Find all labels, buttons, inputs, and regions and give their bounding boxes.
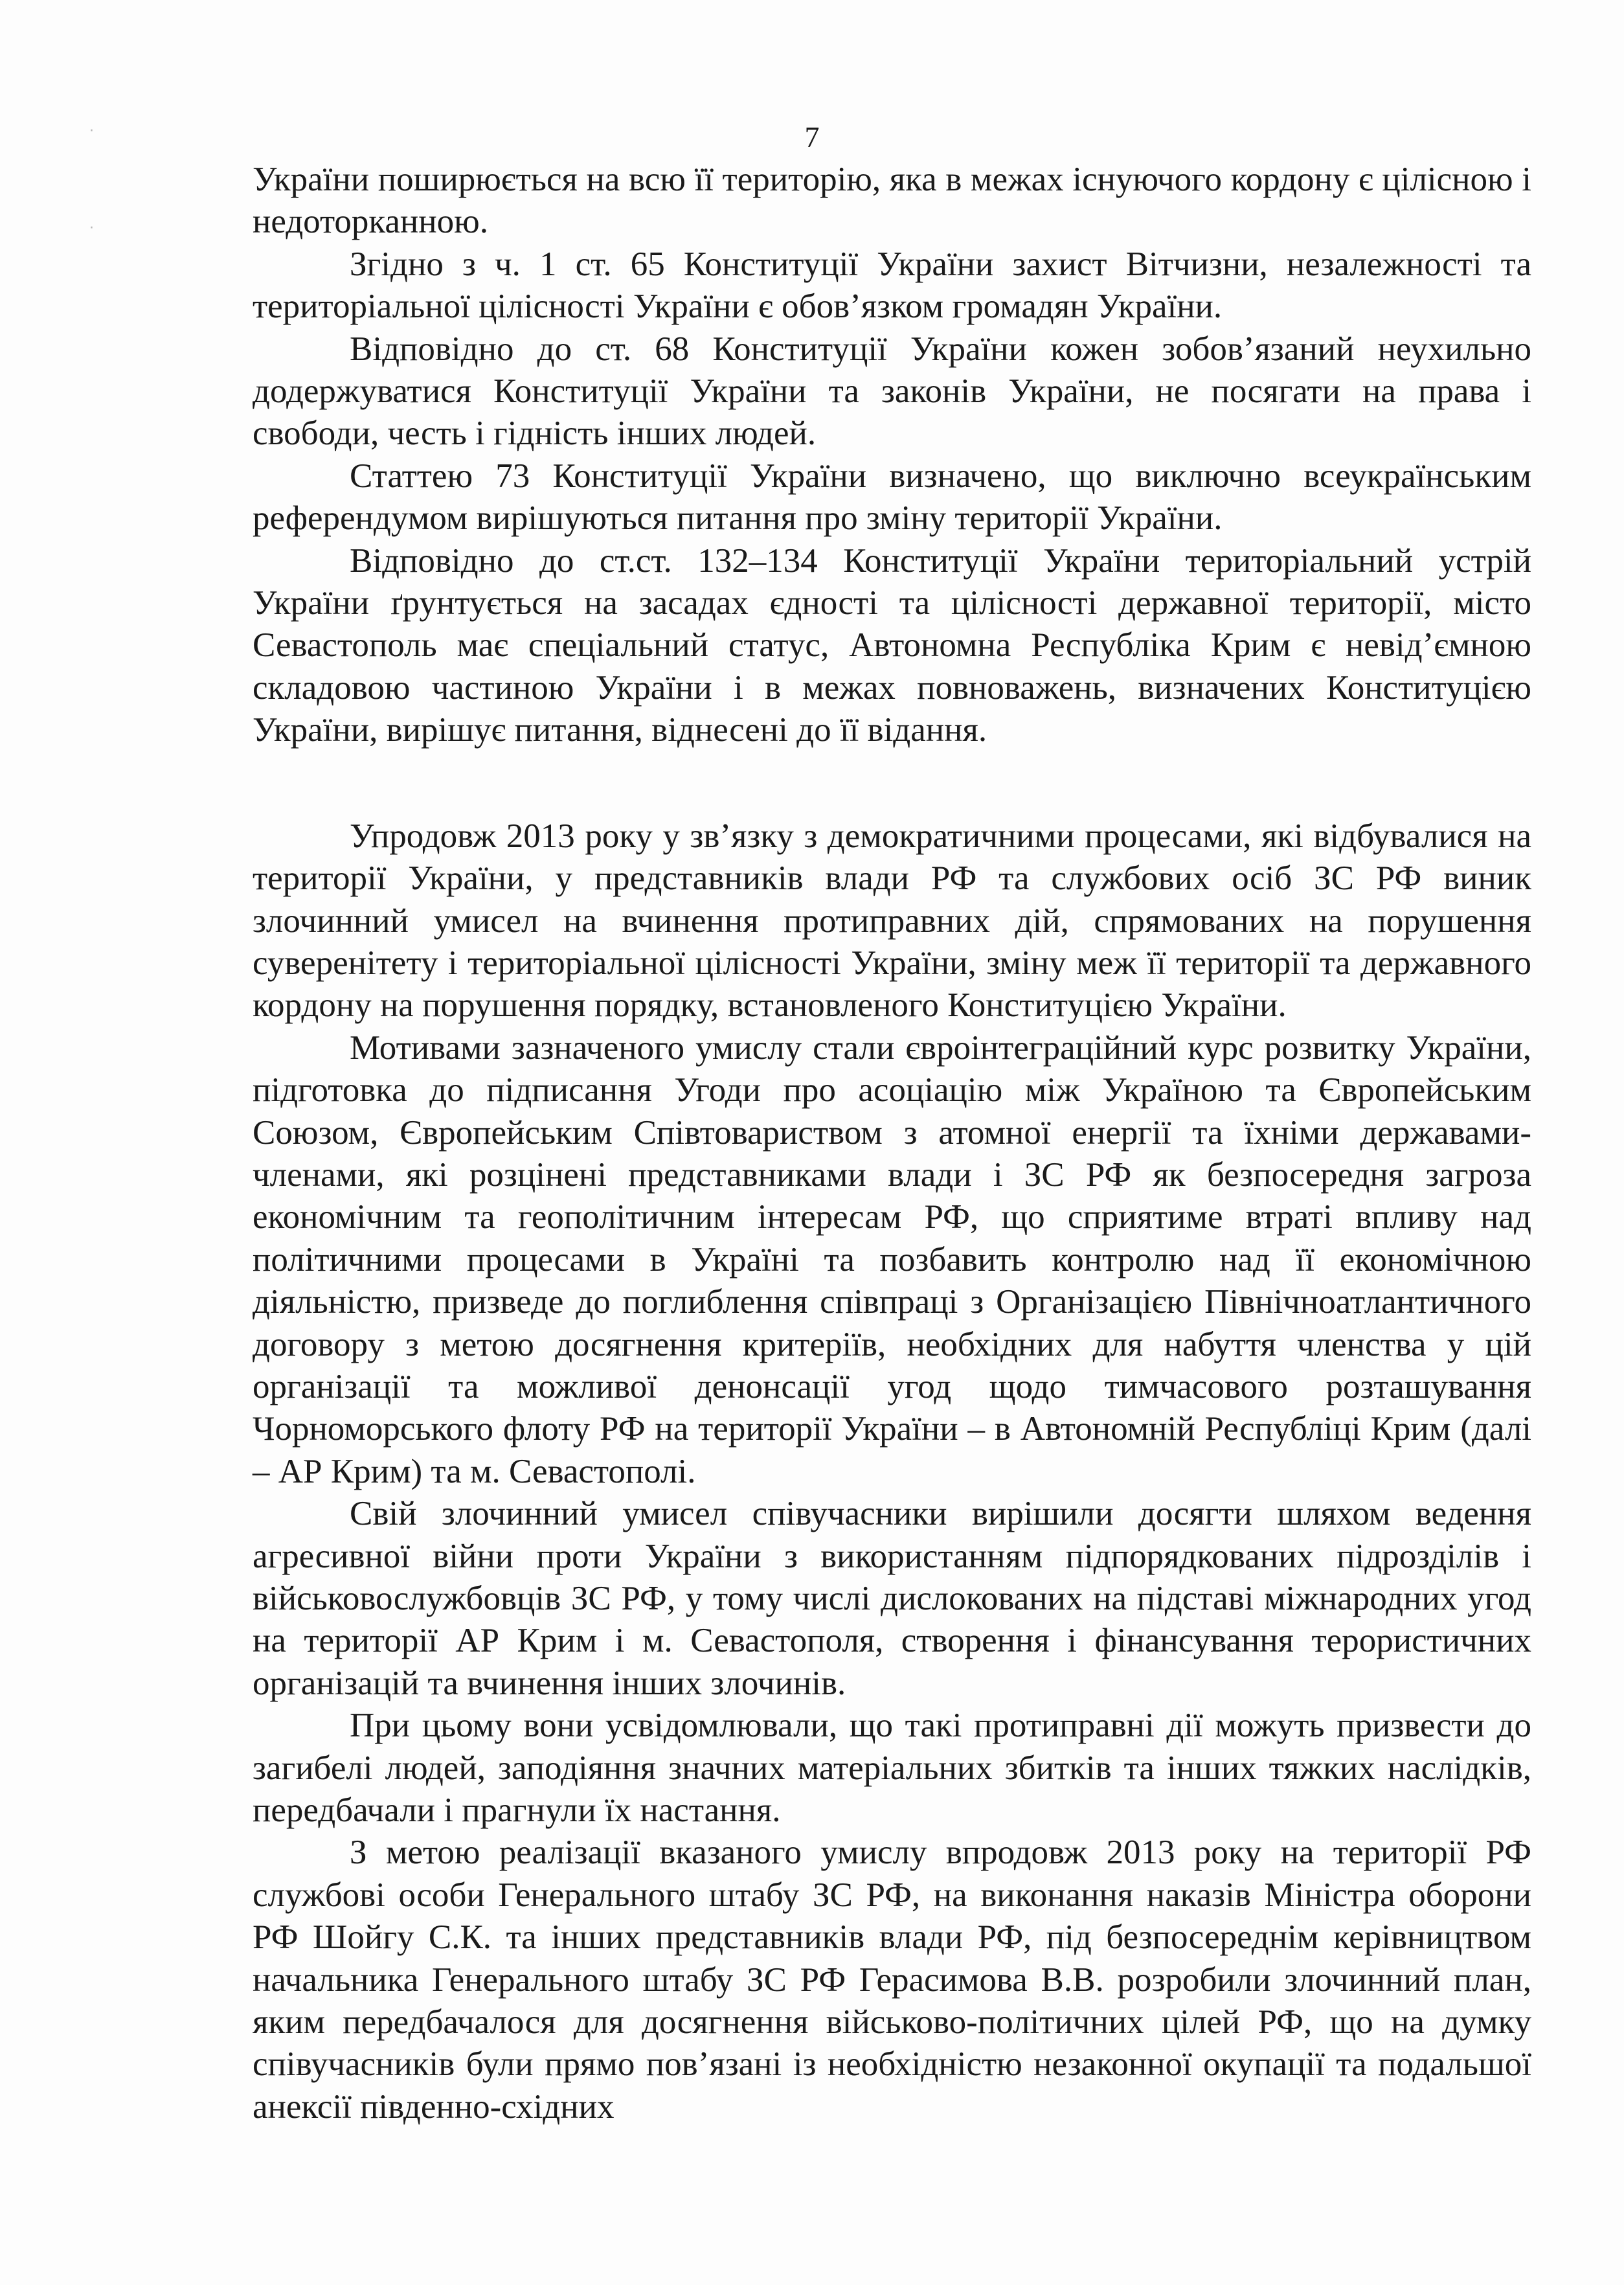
scan-artifact: ·	[89, 123, 94, 139]
paragraph: Мотивами зазначеного умислу стали євроінтеграційний курс розвитку України, підготовка до підписання Угоди про асоціацію між Україною та Європейським Союзом, Європейським Співтовариством з атомної енергії та їхніми державами-членами, які розцінені представниками влади і ЗС РФ як безпосередня загроза економічним та геополітичним інтересам РФ, що сприятиме втраті впливу над політичними процесами в Україні та позбавить контролю над її економічною діяльністю, призведе до поглиблення співпраці з Організацією Північноатлантичного договору з метою досягнення критеріїв, необхідних для набуття членства у цій організації та можливої денонсації угод щодо тимчасового розташування Чорноморського флоту РФ на території України – в Автономній Республіці Крим (далі – АР Крим) та м. Севастополі.	[253, 1029, 1531, 1490]
paragraph: Згідно з ч. 1 ст. 65 Конституції України захист Вітчизни, незалежності та територіальної цілісності України є обов’язком громадян України.	[253, 245, 1531, 326]
paragraph: Свій злочинний умисел співучасники вирішили досягти шляхом ведення агресивної війни проти України з використанням підпорядкованих підрозділів і військовослужбовців ЗС РФ, у тому числі дислокованих на підставі міжнародних угод на території АР Крим і м. Севастополя, створення і фінансування терористичних організацій та вчинення інших злочинів.	[253, 1495, 1531, 1702]
paragraph: Статтею 73 Конституції України визначено, що виключно всеукраїнським референдумом вирішуються питання про зміну території України.	[253, 457, 1531, 538]
paragraph: Упродовж 2013 року у зв’язку з демократичними процесами, які відбувалися на території України, у представників влади РФ та службових осіб ЗС РФ виник злочинний умисел на вчинення протиправних дій, спрямованих на порушення суверенітету і територіальної цілісності України, зміну меж її території та державного кордону на порушення порядку, встановленого Конституцією України.	[253, 817, 1531, 1025]
paragraph: З метою реалізації вказаного умислу впродовж 2013 року на території РФ службові особи Генерального штабу ЗС РФ, на виконання наказів Міністра оборони РФ Шойгу С.К. та інших представників влади РФ, під безпосереднім керівництвом начальника Генерального штабу ЗС РФ Герасимова В.В. розробили злочинний план, яким передбачалося для досягнення військово-політичних цілей РФ, що на думку співучасників були прямо пов’язані із необхідністю незаконної окупації та подальшої анексії південно-східних	[253, 1834, 1531, 2126]
paragraph: Відповідно до ст.ст. 132–134 Конституції України територіальний устрій України ґрунтується на засадах єдності та цілісності державної території, місто Севастополь має спеціальний статус, Автономна Республіка Крим є невід’ємною складовою частиною України і в межах повноважень, визначених Конституцією України, вирішує питання, віднесені до її відання.	[253, 541, 1531, 749]
paragraph: України поширюється на всю її територію, яка в межах існуючого кордону є цілісною і недоторканною.	[253, 161, 1531, 241]
page-number: 7	[804, 120, 820, 153]
document-body	[253, 159, 1531, 2128]
paragraph: Відповідно до ст. 68 Конституції України кожен зобов’язаний неухильно додержуватися Конституції України та законів України, не посягати на права і свободи, честь і гідність інших людей.	[253, 330, 1531, 453]
scan-artifact: ·	[89, 220, 94, 236]
paragraph: При цьому вони усвідомлювали, що такі протиправні дії можуть призвести до загибелі людей, заподіяння значних матеріальних збитків та інших тяжких наслідків, передбачали і прагнули їх настання.	[253, 1707, 1531, 1830]
